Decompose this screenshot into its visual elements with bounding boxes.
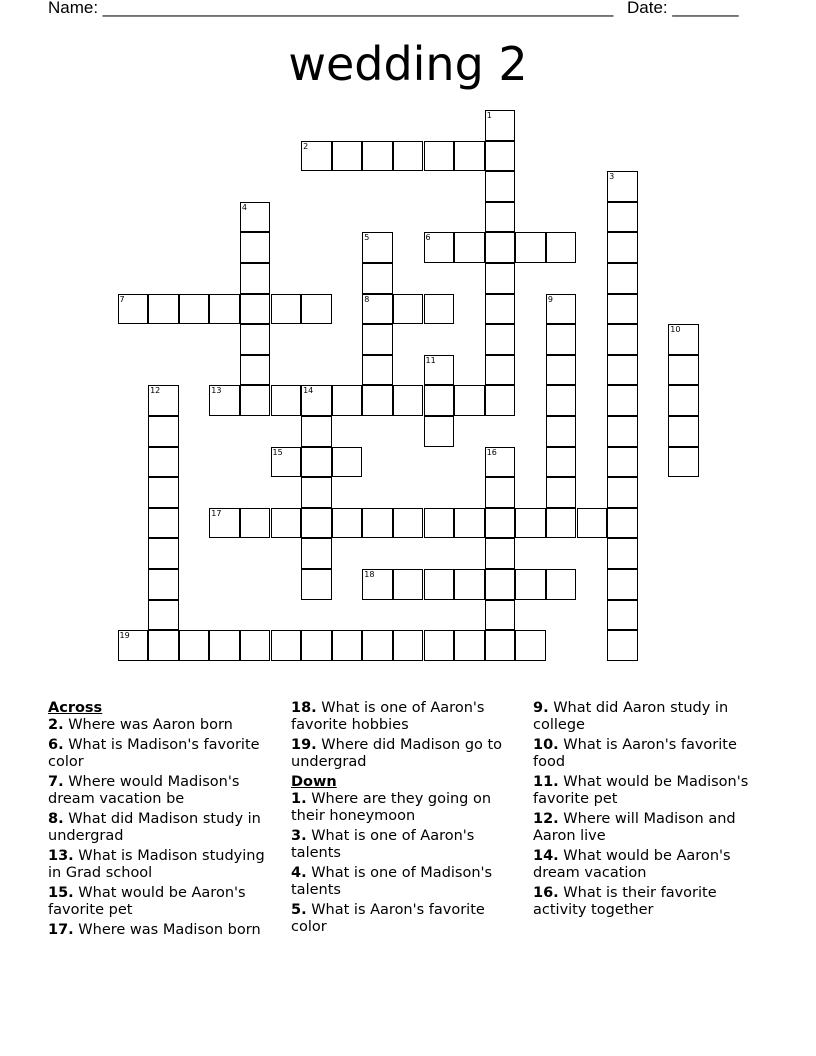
grid-cell[interactable] (393, 508, 424, 539)
grid-cell[interactable] (240, 263, 271, 294)
grid-cell[interactable] (301, 447, 332, 478)
clue-down-4: 4. What is one of Madison's talents (291, 865, 493, 898)
cell-number: 14 (303, 386, 314, 396)
grid-cell[interactable] (515, 508, 546, 539)
clue-down-9: 9. What did Aaron study in college (533, 700, 729, 733)
grid-cell[interactable] (362, 385, 393, 416)
grid-cell[interactable] (362, 263, 393, 294)
grid-cell[interactable] (179, 630, 210, 661)
grid-cell[interactable] (485, 385, 516, 416)
clue-across-7: 7. Where would Madison's dream vacation be (48, 774, 240, 807)
grid-cell[interactable] (607, 477, 638, 508)
clues-column-2 (291, 700, 523, 939)
grid-cell[interactable] (668, 324, 699, 355)
grid-cell[interactable] (362, 141, 393, 172)
grid-cell[interactable] (301, 538, 332, 569)
clue-across-15: 15. What would be Aaron's favorite pet (48, 885, 246, 918)
grid-cell[interactable] (607, 630, 638, 661)
grid-cell[interactable] (240, 202, 271, 233)
grid-cell[interactable] (454, 630, 485, 661)
grid-cell[interactable] (424, 416, 455, 447)
grid-cell[interactable] (485, 600, 516, 631)
grid-cell[interactable] (607, 447, 638, 478)
grid-cell[interactable] (271, 508, 302, 539)
grid-cell[interactable] (148, 538, 179, 569)
date-line: Date: _______ (627, 0, 739, 17)
grid-cell[interactable] (424, 630, 455, 661)
grid-cell[interactable] (362, 324, 393, 355)
grid-cell[interactable] (362, 355, 393, 386)
grid-cell[interactable] (515, 630, 546, 661)
grid-cell[interactable] (515, 569, 546, 600)
grid-cell[interactable] (393, 294, 424, 325)
grid-cell[interactable] (240, 385, 271, 416)
grid-cell[interactable] (546, 355, 577, 386)
grid-cell[interactable] (209, 630, 240, 661)
grid-cell[interactable] (148, 630, 179, 661)
grid-cell[interactable] (546, 416, 577, 447)
grid-cell[interactable] (362, 630, 393, 661)
clue-across-2: 2. Where was Aaron born (48, 717, 233, 733)
grid-cell[interactable] (607, 416, 638, 447)
cell-number: 8 (364, 294, 370, 304)
grid-cell[interactable] (607, 202, 638, 233)
name-line: Name: ______________________________________________________ (48, 0, 614, 17)
grid-cell[interactable] (668, 385, 699, 416)
grid-cell[interactable] (362, 294, 393, 325)
grid-cell[interactable] (577, 508, 608, 539)
grid-cell[interactable] (668, 447, 699, 478)
grid-cell[interactable] (271, 630, 302, 661)
grid-cell[interactable] (485, 569, 516, 600)
grid-cell[interactable] (332, 630, 363, 661)
grid-cell[interactable] (485, 324, 516, 355)
clues-column-1 (48, 700, 280, 942)
grid-cell[interactable] (668, 355, 699, 386)
grid-cell[interactable] (271, 447, 302, 478)
grid-cell[interactable] (546, 569, 577, 600)
grid-cell[interactable] (424, 385, 455, 416)
clue-across-13: 13. What is Madison studying in Grad school (48, 848, 265, 881)
cell-number: 7 (119, 294, 125, 304)
grid-cell[interactable] (607, 324, 638, 355)
grid-cell[interactable] (118, 630, 149, 661)
grid-cell[interactable] (454, 508, 485, 539)
grid-cell[interactable] (607, 171, 638, 202)
clue-down-11: 11. What would be Madison's favorite pet (533, 774, 749, 807)
grid-cell[interactable] (148, 569, 179, 600)
grid-cell[interactable] (546, 477, 577, 508)
grid-cell[interactable] (148, 294, 179, 325)
grid-cell[interactable] (607, 355, 638, 386)
grid-cell[interactable] (301, 630, 332, 661)
cell-number: 10 (670, 325, 681, 335)
grid-cell[interactable] (148, 477, 179, 508)
cell-number: 18 (364, 570, 375, 579)
grid-cell[interactable] (546, 385, 577, 416)
grid-cell[interactable] (668, 416, 699, 447)
cell-number: 3 (609, 172, 615, 182)
puzzle-title: wedding 2 (288, 37, 528, 91)
clue-down-16: 16. What is their favorite activity together (533, 885, 717, 918)
grid-cell[interactable] (607, 232, 638, 263)
grid-cell[interactable] (301, 416, 332, 447)
grid-cell[interactable] (179, 294, 210, 325)
grid-cell[interactable] (301, 477, 332, 508)
grid-cell[interactable] (240, 294, 271, 325)
grid-cell[interactable] (485, 171, 516, 202)
clue-down-5: 5. What is Aaron's favorite color (291, 902, 485, 935)
grid-cell[interactable] (424, 232, 455, 263)
cell-number: 15 (272, 447, 283, 457)
clue-down-10: 10. What is Aaron's favorite food (533, 737, 737, 770)
grid-cell[interactable] (424, 294, 455, 325)
grid-cell[interactable] (607, 508, 638, 539)
grid-cell[interactable] (393, 630, 424, 661)
across-heading: Across (48, 700, 103, 716)
grid-cell[interactable] (240, 232, 271, 263)
grid-cell[interactable] (607, 569, 638, 600)
grid-cell[interactable] (607, 600, 638, 631)
clues-column-3 (533, 700, 765, 922)
grid-cell[interactable] (301, 141, 332, 172)
grid-cell[interactable] (454, 232, 485, 263)
grid-cell[interactable] (485, 294, 516, 325)
clue-across-8: 8. What did Madison study in undergrad (48, 811, 261, 844)
grid-cell[interactable] (148, 385, 179, 416)
grid-cell[interactable] (332, 447, 363, 478)
clue-down-12: 12. Where will Madison and Aaron live (533, 811, 736, 844)
grid-cell[interactable] (546, 447, 577, 478)
grid-cell[interactable] (454, 385, 485, 416)
grid-cell[interactable] (301, 294, 332, 325)
grid-cell[interactable] (332, 385, 363, 416)
grid-cell[interactable] (546, 294, 577, 325)
grid-cell[interactable] (148, 447, 179, 478)
grid-cell[interactable] (485, 263, 516, 294)
grid-cell[interactable] (240, 508, 271, 539)
cell-number: 16 (486, 447, 497, 457)
grid-cell[interactable] (485, 447, 516, 478)
grid-cell[interactable] (607, 263, 638, 294)
grid-cell[interactable] (607, 294, 638, 325)
grid-cell[interactable] (393, 141, 424, 172)
grid-cell[interactable] (240, 355, 271, 386)
grid-cell[interactable] (393, 569, 424, 600)
clue-across-18: 18. What is one of Aaron's favorite hobbies (291, 700, 485, 733)
cell-number: 13 (211, 386, 222, 396)
grid-cell[interactable] (424, 355, 455, 386)
grid-cell[interactable] (301, 508, 332, 539)
grid-cell[interactable] (301, 385, 332, 416)
grid-cell[interactable] (485, 508, 516, 539)
grid-cell[interactable] (148, 508, 179, 539)
cell-number: 19 (119, 631, 130, 641)
grid-cell[interactable] (362, 232, 393, 263)
clue-across-6: 6. What is Madison's favorite color (48, 737, 260, 770)
clue-across-19: 19. Where did Madison go to undergrad (291, 737, 503, 770)
grid-cell[interactable] (240, 324, 271, 355)
grid-cell[interactable] (485, 538, 516, 569)
down-heading: Down (291, 774, 337, 790)
grid-cell[interactable] (148, 416, 179, 447)
grid-cell[interactable] (209, 294, 240, 325)
cell-number: 5 (364, 233, 370, 243)
grid-cell[interactable] (209, 385, 240, 416)
grid-cell[interactable] (485, 477, 516, 508)
clue-across-17: 17. Where was Madison born (48, 922, 261, 938)
cell-number: 4 (241, 202, 247, 212)
grid-cell[interactable] (485, 355, 516, 386)
cell-number: 9 (547, 294, 553, 304)
grid-cell[interactable] (485, 232, 516, 263)
grid-cell[interactable] (362, 569, 393, 600)
cell-number: 6 (425, 233, 431, 243)
grid-cell[interactable] (424, 508, 455, 539)
grid-cell[interactable] (240, 630, 271, 661)
cell-number: 11 (425, 355, 436, 365)
grid-cell[interactable] (209, 508, 240, 539)
grid-cell[interactable] (148, 600, 179, 631)
clue-down-1: 1. Where are they going on their honeymoon (291, 791, 492, 824)
grid-cell[interactable] (424, 141, 455, 172)
grid-cell[interactable] (515, 232, 546, 263)
grid-cell[interactable] (485, 141, 516, 172)
grid-cell[interactable] (118, 294, 149, 325)
cell-number: 17 (211, 508, 222, 518)
grid-cell[interactable] (301, 569, 332, 600)
clue-down-3: 3. What is one of Aaron's talents (291, 828, 475, 861)
grid-cell[interactable] (485, 110, 516, 141)
cell-number: 1 (486, 111, 492, 120)
grid-cell[interactable] (393, 385, 424, 416)
grid-cell[interactable] (271, 294, 302, 325)
grid-cell[interactable] (332, 141, 363, 172)
grid-cell[interactable] (485, 630, 516, 661)
clue-down-14: 14. What would be Aaron's dream vacation (533, 848, 731, 881)
grid-cell[interactable] (454, 569, 485, 600)
grid-cell[interactable] (485, 202, 516, 233)
grid-cell[interactable] (271, 385, 302, 416)
grid-cell[interactable] (362, 508, 393, 539)
grid-cell[interactable] (546, 324, 577, 355)
cell-number: 2 (303, 141, 309, 151)
grid-cell[interactable] (607, 538, 638, 569)
grid-cell[interactable] (546, 508, 577, 539)
grid-cell[interactable] (424, 569, 455, 600)
grid-cell[interactable] (454, 141, 485, 172)
cell-number: 12 (150, 386, 161, 396)
grid-cell[interactable] (546, 232, 577, 263)
grid-cell[interactable] (332, 508, 363, 539)
grid-cell[interactable] (607, 385, 638, 416)
